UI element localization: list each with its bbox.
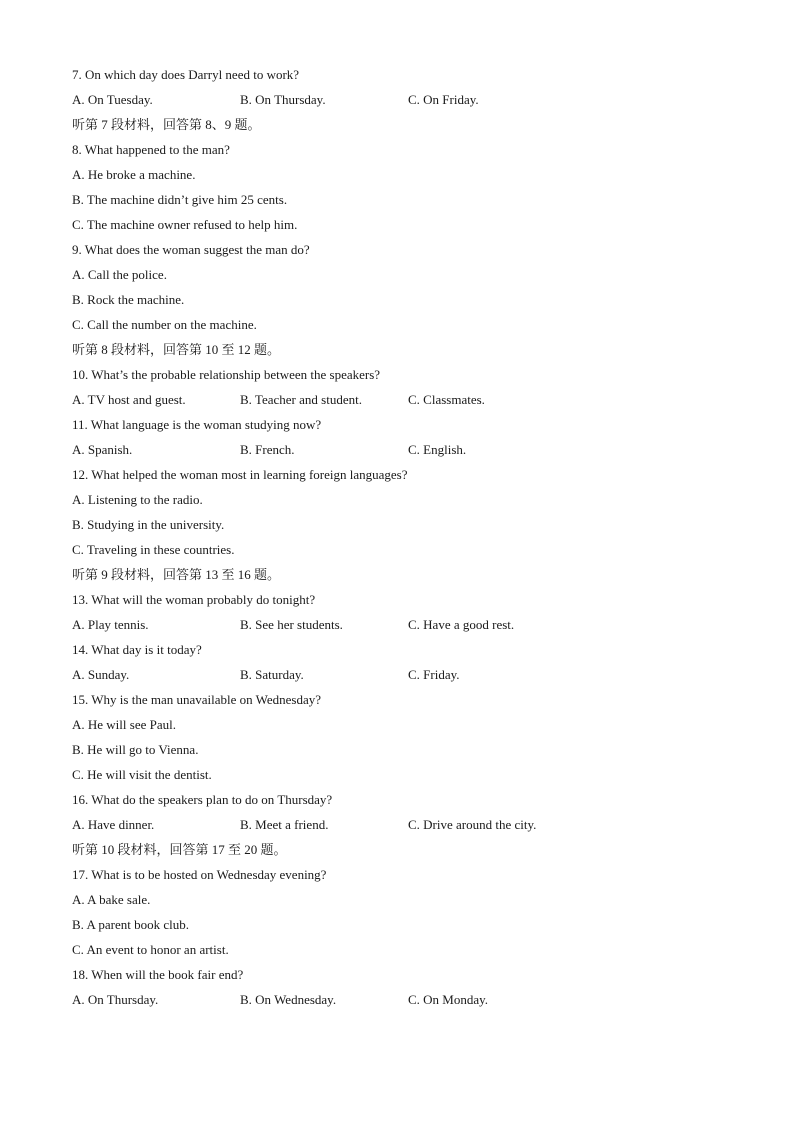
option-a: A. On Thursday. — [72, 992, 159, 1007]
option-c: C. On Monday. — [408, 992, 489, 1007]
question-text: 18. When will the book fair end? — [72, 967, 244, 982]
question-text: 10. What’s the probable relationship between the speakers? — [72, 367, 381, 382]
question-text: 8. What happened to the man? — [72, 142, 230, 157]
question-text: 14. What day is it today? — [72, 642, 202, 657]
option-line: B. Rock the machine. — [72, 292, 185, 307]
option-row — [72, 437, 732, 462]
option-line: C. He will visit the dentist. — [72, 767, 212, 782]
option-line: A. He will see Paul. — [72, 717, 176, 732]
option-line: B. He will go to Vienna. — [72, 742, 199, 757]
option-b: B. Meet a friend. — [240, 817, 329, 832]
option-a: A. TV host and guest. — [72, 392, 186, 407]
option-line: A. A bake sale. — [72, 892, 151, 907]
section-instruction: 听第 8 段材料，回答第 10 至 12 题。 — [72, 342, 281, 357]
option-c: C. Drive around the city. — [408, 817, 537, 832]
question-text: 7. On which day does Darryl need to work? — [72, 67, 300, 82]
question-text: 11. What language is the woman studying now? — [72, 417, 322, 432]
option-line: A. He broke a machine. — [72, 167, 196, 182]
option-row — [72, 87, 732, 112]
option-b: B. On Thursday. — [240, 92, 326, 107]
option-c: C. Have a good rest. — [408, 617, 515, 632]
option-line: B. A parent book club. — [72, 917, 189, 932]
option-line: A. Listening to the radio. — [72, 492, 203, 507]
option-b: B. See her students. — [240, 617, 343, 632]
option-b: B. Saturday. — [240, 667, 304, 682]
option-row — [72, 987, 732, 1012]
option-c: C. Classmates. — [408, 392, 485, 407]
question-text: 16. What do the speakers plan to do on Thursday? — [72, 792, 333, 807]
option-c: C. English. — [408, 442, 467, 457]
option-a: A. Sunday. — [72, 667, 130, 682]
option-row — [72, 612, 732, 637]
option-a: A. Spanish. — [72, 442, 133, 457]
option-b: B. On Wednesday. — [240, 992, 337, 1007]
option-a: A. Play tennis. — [72, 617, 149, 632]
option-line: C. The machine owner refused to help him. — [72, 217, 298, 232]
option-line: B. Studying in the university. — [72, 517, 225, 532]
option-line: C. Call the number on the machine. — [72, 317, 257, 332]
question-list — [72, 62, 732, 1012]
question-text: 13. What will the woman probably do tonight? — [72, 592, 316, 607]
option-line: B. The machine didn’t give him 25 cents. — [72, 192, 288, 207]
question-text: 9. What does the woman suggest the man do? — [72, 242, 310, 257]
option-a: A. Have dinner. — [72, 817, 155, 832]
option-line: C. An event to honor an artist. — [72, 942, 229, 957]
option-line: C. Traveling in these countries. — [72, 542, 235, 557]
option-b: B. Teacher and student. — [240, 392, 362, 407]
question-text: 15. Why is the man unavailable on Wednesday? — [72, 692, 322, 707]
option-a: A. On Tuesday. — [72, 92, 153, 107]
question-text: 17. What is to be hosted on Wednesday evening? — [72, 867, 327, 882]
option-c: C. On Friday. — [408, 92, 479, 107]
option-row — [72, 662, 732, 687]
option-c: C. Friday. — [408, 667, 460, 682]
option-line: A. Call the police. — [72, 267, 167, 282]
section-instruction: 听第 9 段材料，回答第 13 至 16 题。 — [72, 567, 281, 582]
option-row — [72, 387, 732, 412]
section-instruction: 听第 7 段材料，回答第 8、9 题。 — [72, 117, 261, 132]
option-row — [72, 812, 732, 837]
option-b: B. French. — [240, 442, 295, 457]
section-instruction: 听第 10 段材料，回答第 17 至 20 题。 — [72, 842, 287, 857]
question-text: 12. What helped the woman most in learning foreign languages? — [72, 467, 408, 482]
